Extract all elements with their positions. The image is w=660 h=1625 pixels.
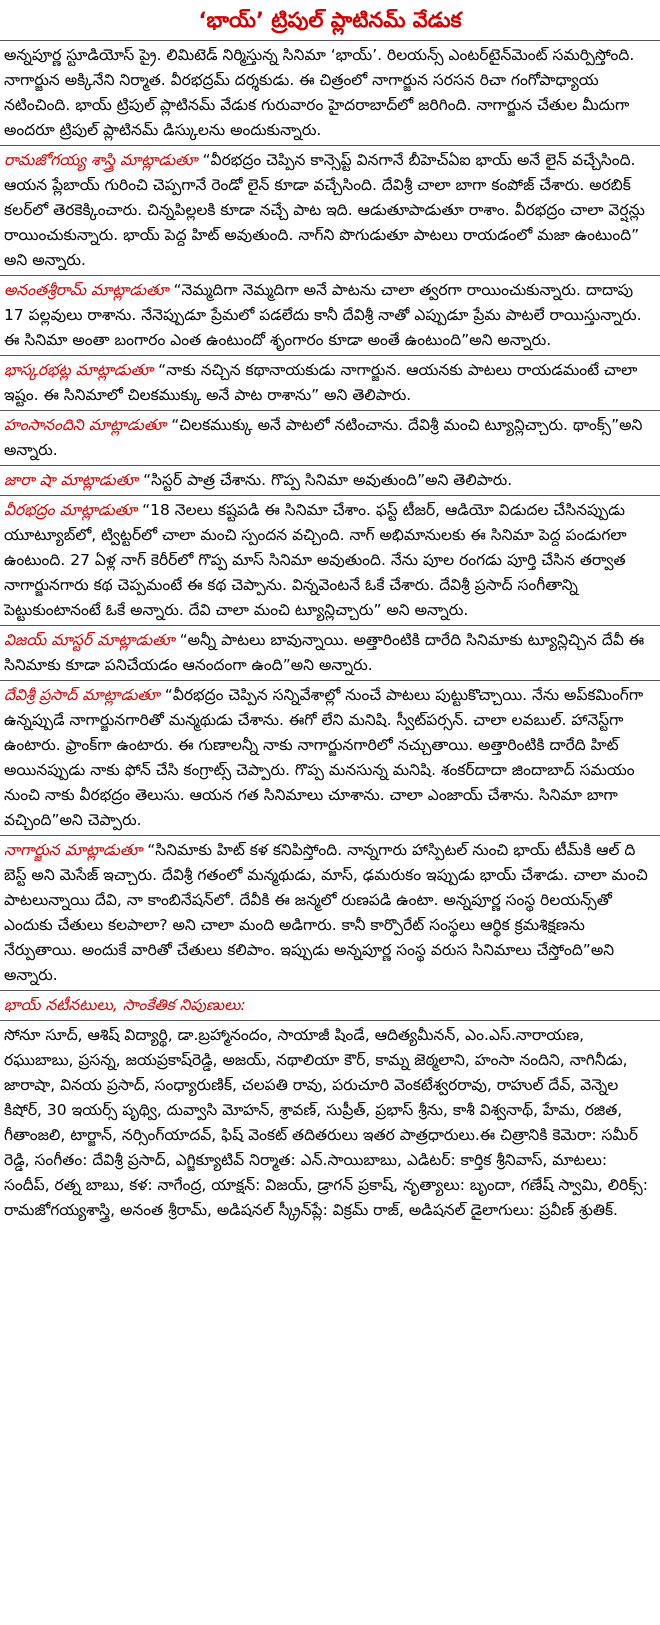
speaker-name: నాగార్జున మాట్లాడుతూ [4,841,143,859]
speaker-name: వీరభద్రం మాట్లాడుతూ [4,501,138,519]
quote-text: “నాకు నచ్చిన కథానాయకుడు నాగార్జున. ఆయనకు పాటలు రాయడమంటే చాలా ఇష్టం. ఈ సినిమాలో చిలకముక్కు అనే పాట రాశాను” అని తెలిపారు. [4,361,638,404]
speaker-name: జారా షా మాట్లాడుతూ [4,471,139,489]
speaker-name: దేవిశ్రీ ప్రసాద్ మాట్లాడుతూ [4,686,160,704]
watermark-mark: ​ [42,424,78,490]
cast-credits-text: సోనూ సూద్, ఆశిష్ విద్యార్థి, డా.బ్రహ్మానందం, సాయాజీ షిండే, ఆదిత్యమీనన్, ఎం.ఎస్.నారాయణ, రఘుబాబు, ప్రసన్న, జయప్రకాష్‌రెడ్డి, అజయ్, నథాలియా కౌర్, కామ్న జెఠ్మలాని, హంసా నందిని, నాగినీడు, జారాషా, వినయ ప్రసాద్, సంధ్యారుణిక్, చలపతి రావు, పరుచూరి వెంకటేశ్వరరావు, రాహుల్ దేవ్, వెన్నెల కిషోర్, 30 ఇయర్స్ పృథ్వి, దువ్వాసి మోహన్, శ్రావణ్, సుప్రీత్, ప్రభాస్ శ్రీను, కాశీ విశ్వనాథ్, హేమ, రజిత, గీతాంజలి, టార్జాన్, నర్సింగ్‌యాదవ్, ఫిష్ వెంకట్ తదితరులు ఇతర పాత్రధారులు.ఈ చిత్రానికి కెమెరా: సమీర్ రెడ్డి, సంగీతం: దేవిశ్రీ ప్రసాద్, ఎగ్జిక్యూటివ్ నిర్మాత: ఎన్.సాయిబాబు, ఎడిటర్: కార్తిక శ్రీనివాస్, మాటలు: సందీప్, రత్న బాబు, కళ: నాగేంద్ర, యాక్షన్: విజయ్, డ్రాగన్ ప్రకాష్, నృత్యాలు: బృందా, గణేష్ స్వామి, లిరిక్స్: రామజోగయ్యశాస్త్రి, అనంత శ్రీరామ్, అడిషనల్ స్క్రీన్‌ప్లే: విక్రమ్ రాజ్, అడిషనల్ డైలాగులు: ప్రవీణ్ శ్రుతిక్. [4,1026,648,1219]
quote-section [0,626,660,680]
quote-section [0,466,660,495]
quote-text: “అన్నీ పాటలు బావున్నాయి. అత్తారింటికి దారేది సినిమాకు ట్యూన్లిచ్చిన దేవీ ఈ సినిమాకు కూడా పనిచేయడం ఆనందంగా ఉంది”అని అన్నారు. [4,631,645,674]
quote-section [0,276,660,355]
intro-text: అన్నపూర్ణ స్టూడియోస్ ప్రై. లిమిటెడ్ నిర్మిస్తున్న సినిమా ‘భాయ్’. రిలయన్స్ ఎంటర్‌టైన్‌మెంట్ సమర్పిస్తోంది. నాగార్జున అక్కినేని నిర్మాత. వీరభద్రమ్ దర్శకుడు. ఈ చిత్రంలో నాగార్జున సరసన రిచా గంగోపాధ్యాయ నటించింది. భాయ్ ట్రిపుల్ ప్లాటినమ్ వేడుక గురువారం హైదరాబాద్‌లో జరిగింది. నాగార్జున చేతుల మీదుగా అందరూ ట్రిపుల్ ప్లాటినమ్ డిస్కులను అందుకున్నారు. [4,46,635,139]
quote-text: “నెమ్మదిగా నెమ్మదిగా అనే పాటను చాలా త్వరగా రాయించుకున్నారు. దాదాపు 17 పల్లవులు రాశాను. నేనెప్పుడూ ప్రేమలో పడలేదు కానీ దేవిశ్రీ నాతో ఎప్పుడూ ప్రేమ పాటలే రాయిస్తున్నారు. ఈ సినిమా అంతా బంగారం ఎంత ఉంటుందో శృంగారం కూడా అంతే ఉంటుంది”అని అన్నారు. [4,281,642,349]
quote-section [0,496,660,625]
quote-text: “వీరభద్రం చెప్పిన కాన్సెప్ట్ వినగానే బీహెచ్‌ఏఐ భాయ్ అనే లైన్ వచ్చేసింది. ఆయన ప్లేబాయ్ గురించి చెప్పగానే రెండో లైన్ కూడా వచ్చేసింది. దేవిశ్రీ చాలా బాగా కంపోజ్ చేశారు. అరబిక్ కలర్‌లో తెరకెక్కించారు. చిన్నపిల్లలకి కూడా నచ్చే పాట ఇది. ఆడుతూపాడుతూ రాశాం. వీరభద్రం చాలా వెర్షన్లు రాయించుకున్నారు. భాయ్ పెద్ద హిట్ అవుతుంది. నాగ్‌ని పొగుడుతూ పాటలు రాయడంలో మజా ఉంటుంది” అని అన్నారు. [4,151,645,269]
speaker-name: అనంతశ్రీరామ్ మాట్లాడుతూ [4,281,169,299]
speaker-name: భాస్కరభట్ల మాట్లాడుతూ [4,361,154,379]
cast-heading: భాయ్ నటీనటులు, సాంకేతిక నిపుణులు: [4,996,246,1014]
speaker-name: విజయ్ మాస్టర్ మాట్లాడుతూ [4,631,175,649]
quote-section [0,681,660,835]
speaker-name: హంసానందిని మాట్లాడుతూ [4,416,167,434]
quote-text: “సినిమాకు హిట్ కళ కనిపిస్తోంది. నాన్నగారు హాస్పిటల్ నుంచి భాయ్ టీమ్‌కి ఆల్ ది బెస్ట్ అని మెసేజ్ ఇచ్చారు. దేవిశ్రీ గతంలో మన్మథుడు, మాస్, ఢమరుకం ఇప్పుడు భాయ్ చేశాడు. చాలా మంచి పాటలున్నాయి దేవి, నా కాంబినేషన్‌లో. దేవీకి ఈ జన్మలో రుణపడి ఉంటా. అన్నపూర్ణ సంస్థ రిలయన్స్‌తో ఎందుకు చేతులు కలపాలా? అని చాలా మంది అడిగారు. కానీ కార్పొరేట్ సంస్థలు ఆర్థిక క్రమశిక్షణను నేర్పుతాయి. అందుకే వారితో చేతులు కలిపాం. ఇప్పుడు అన్నపూర్ణ సంస్థ వరుస సినిమాలు చేస్తోంది”అని అన్నారు. [4,841,648,984]
quote-text: “చిలకముక్కు అనే పాటలో నటించాను. దేవిశ్రీ మంచి ట్యూన్లిచ్చారు. థాంక్స్”అని అన్నారు. [4,416,643,459]
cast-heading-section [0,991,660,1020]
quote-section [0,146,660,275]
intro-paragraph [0,41,660,145]
quote-text: “సిస్టర్ పాత్ర చేశాను. గొప్ప సినిమా అవుతుంది”అని తెలిపారు. [138,471,513,489]
quote-section [0,836,660,990]
quote-section [0,411,660,465]
speaker-name: రామజోగయ్య శాస్త్రి మాట్లాడుతూ [4,151,198,169]
article-title: ‘భాయ్’ ట్రిపుల్ ప్లాటినమ్ వేడుక [198,8,462,32]
cast-credits-section [0,1021,660,1225]
quote-section [0,356,660,410]
quote-text: “వీరభద్రం చెప్పిన సన్నివేశాల్లో నుంచే పాటలు పుట్టుకొచ్చాయి. నేను అప్‌కమింగ్‌గా ఉన్నప్పుడే నాగార్జునగారితో మన్మథుడు చేశాను. ఈగో లేని మనిషి. స్వీట్‌పర్సన్. చాలా లవబుల్. హానెస్ట్‌గా ఉంటారు. ఫ్రాంక్‌గా ఉంటారు. ఈ గుణాలన్నీ నాకు నాగార్జునగారిలో నచ్చుతాయి. అత్తారింటికి దారేది హిట్ అయినప్పుడు నాకు ఫోన్ చేసి కంగ్రాట్స్ చెప్పారు. గొప్ప మనసున్న మనిషి. శంకర్‌దాదా జిందాబాద్ సమయం నుంచి నాకు వీరభద్రం తెలుసు. ఆయన గత సినిమాలు చూశాను. చాలా ఎంజాయ్ చేశాను. సినిమా బాగా వచ్చింది”అని చెప్పారు. [4,686,644,829]
quote-text: “18 నెలలు కష్టపడి ఈ సినిమా చేశాం. ఫస్ట్ టీజర్, ఆడియో విడుదల చేసినప్పుడు యూట్యూబ్‌లో, ట్విట్టర్‌లో చాలా మంచి స్పందన వచ్చింది. నాగ్ అభిమానులకు ఈ సినిమా పెద్ద పండుగలా ఉంటుంది. 27 ఏళ్ల నాగ్ కెరీర్‌లో గొప్ప మాస్ సినిమా అవుతుంది. నేను పూల రంగడు పూర్తి చేసిన తర్వాత నాగార్జునగారు కథ చెప్పమంటే ఈ కథ చెప్పాను. విన్నవెంటనే ఓకే చేశారు. దేవిశ్రీ ప్రసాద్ సంగీతాన్ని పెట్టుకుంటానంటే ఓకే అన్నారు. దేవి చాలా మంచి ట్యూన్లిచ్చారు” అని అన్నారు. [4,501,627,619]
